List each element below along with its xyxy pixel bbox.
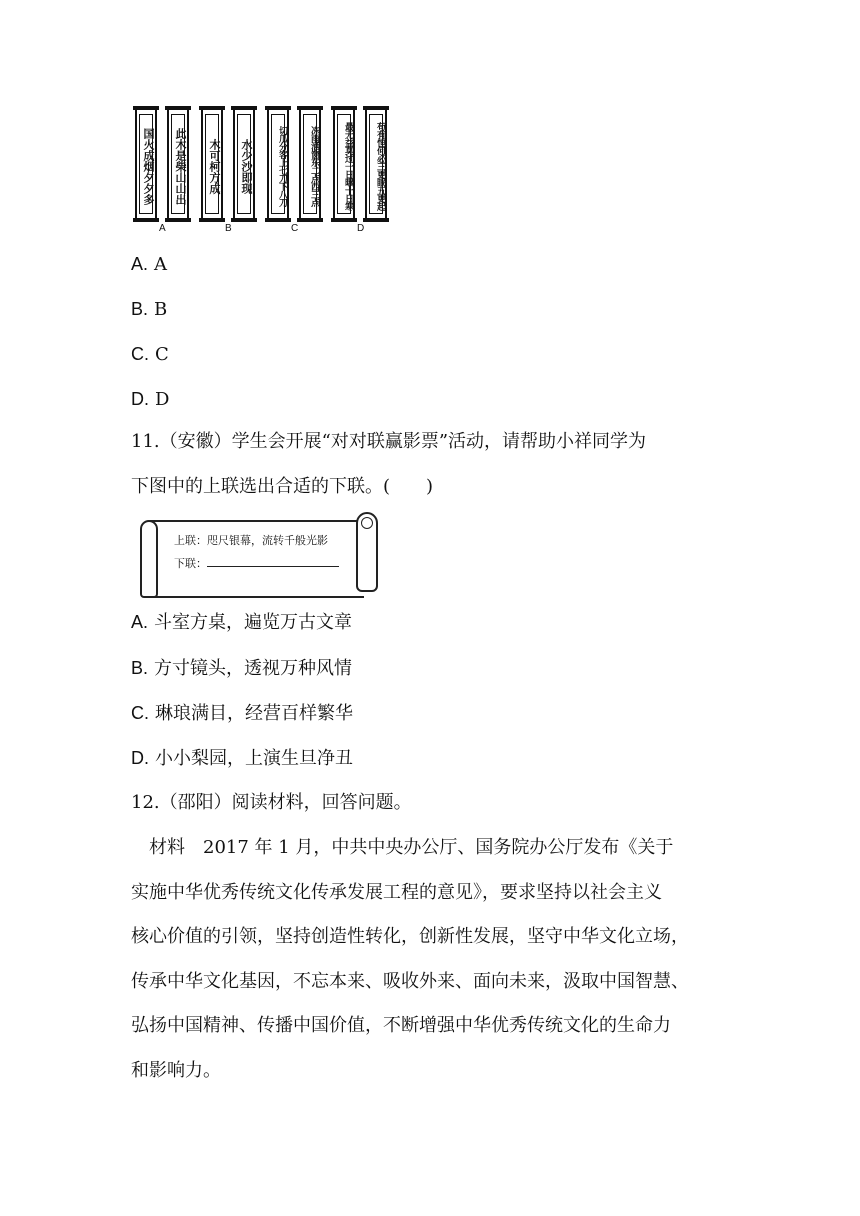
couplet-label: B — [225, 223, 232, 234]
option-c[interactable]: C. C — [131, 344, 169, 365]
material-line: 材料 2017 年 1 月，中共中央办公厅、国务院办公厅发布《关于 — [131, 837, 674, 858]
material-line: 核心价值的引领，坚持创造性转化，创新性发展，坚守中华文化立场， — [131, 926, 689, 947]
banner-lower-line: 下联： — [174, 556, 339, 571]
couplet-scroll: 冻雨洒窗东二点西三点 — [299, 106, 321, 222]
couplet-scroll: 苟有恒何必三更眠五更起 — [365, 106, 387, 222]
q11-option-a[interactable]: A. 斗室方桌，遍览万古文章 — [131, 612, 353, 633]
material-line: 传承中华文化基因，不忘本来、吸收外来、面向未来，汲取中国智慧、 — [131, 971, 689, 992]
banner-upper-line: 上联：咫尺银幕，流转千般光影 — [174, 534, 328, 547]
couplet-scroll: 国火成烟夕夕多 — [135, 106, 157, 222]
couplet-scroll: 切瓜分客上七刀下八刀 — [267, 106, 289, 222]
scroll-roll-right — [356, 512, 378, 592]
q11-option-b[interactable]: B. 方寸镜头，透视万种风情 — [131, 658, 353, 679]
q11-option-c[interactable]: C. 琳琅满目，经营百样繁华 — [131, 703, 354, 724]
question-11-line-1: 11.（安徽）学生会开展“对对联赢影票”活动，请帮助小祥同学为 — [131, 431, 647, 452]
q11-option-d[interactable]: D. 小小梨园，上演生旦净丑 — [131, 748, 354, 769]
couplet-label: C — [291, 223, 299, 234]
couplet-label: A — [159, 223, 166, 234]
couplet-figure — [131, 106, 396, 236]
material-line: 弘扬中国精神、传播中国价值，不断增强中华优秀传统文化的生命力 — [131, 1015, 671, 1036]
material-line: 实施中华优秀传统文化传承发展工程的意见》，要求坚持以社会主义 — [131, 882, 662, 903]
scroll-roll-left — [140, 520, 158, 598]
couplet-scroll: 最无益莫过一日曝十日寒 — [333, 106, 355, 222]
option-a[interactable]: A. A — [131, 254, 168, 275]
couplet-scroll: 木可柯方成 — [201, 106, 223, 222]
couplet-scroll: 此木是柴山山出 — [167, 106, 189, 222]
couplet-scroll: 水少沙即现 — [233, 106, 255, 222]
option-b[interactable]: B. B — [131, 299, 168, 320]
question-11-line-2: 下图中的上联选出合适的下联。( ) — [131, 476, 434, 497]
option-d[interactable]: D. D — [131, 389, 170, 410]
question-12-title: 12.（邵阳）阅读材料，回答问题。 — [131, 792, 412, 813]
couplet-banner-figure — [134, 510, 384, 598]
material-line: 和影响力。 — [131, 1060, 221, 1081]
couplet-label: D — [357, 223, 365, 234]
answer-blank — [207, 556, 339, 567]
